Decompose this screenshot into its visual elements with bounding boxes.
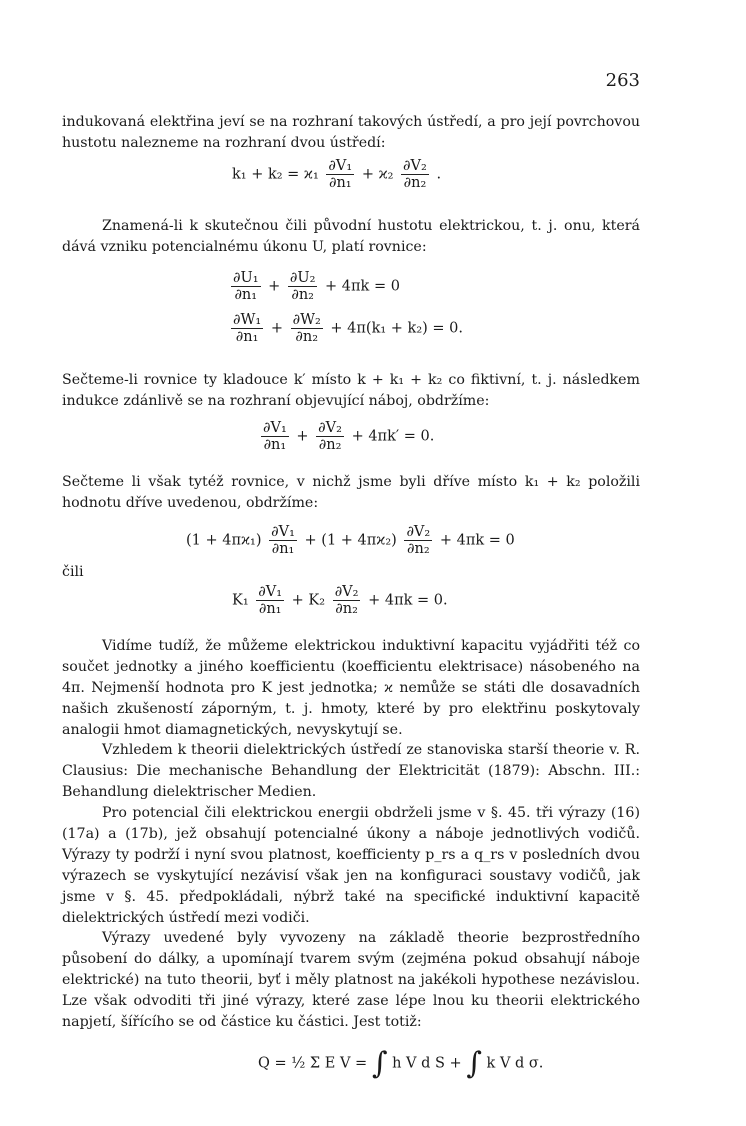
equation-6 [258,1046,543,1081]
equation-5 [232,584,448,617]
eq4-frac-1: $\frac{\text{∂V₁}}{\text{∂n₁}}$ [271,524,295,557]
eq2a-rest: + 4πk = 0 [325,278,400,295]
paragraph-1: indukovaná elektřina jeví se na rozhraní takových ústředí, a pro její povrchovou hustotu nalezneme na rozhraní dvou ústředí: [62,114,640,151]
paragraph-2: Znamená-li k skutečnou čili původní hustotu elektrickou, t. j. onu, která dává vzniku potencialnému úkonu U, platí rovnice: [62,218,640,255]
eq5-pre2: + K₂ [291,592,326,609]
equation-3: $\frac{\text{∂V₁}}{\text{∂n₁}}$ + $\frac{\text{∂V₂}}{\text{∂n₂}}$ + 4πk′ = 0. [263,420,435,453]
eq1-mid: + ϰ₂ [361,166,394,183]
eq1-lhs: k₁ + k₂ = ϰ₁ [232,166,319,183]
cili-label: čili [62,564,84,580]
paragraph-3: Sečteme-li rovnice ty kladouce k′ místo k + k₁ + k₂ co fiktivní, t. j. následkem indukce zdánlivě se na rozhraní objevující náboj, obdržíme: [62,372,640,409]
eq3-frac-2: $\frac{\text{∂V₂}}{\text{∂n₂}}$ [318,420,342,453]
eq5-pre1: K₁ [232,592,249,609]
integral-sign-1: ∫ [371,1046,388,1081]
equation-2a: $\frac{\text{∂U₁}}{\text{∂n₁}}$ + $\frac{\text{∂U₂}}{\text{∂n₂}}$ + 4πk = 0 [233,270,400,303]
eq6-a: Q = ½ Σ E V = [258,1055,368,1072]
eq5-rest: + 4πk = 0. [368,592,448,609]
eq2b-frac-2: $\frac{\text{∂W₂}}{\text{∂n₂}}$ [292,312,321,345]
eq1-frac-1: $\frac{\text{∂V₁}}{\text{∂n₁}}$ [328,158,353,191]
equation-1 [232,158,441,191]
eq2b-frac-1: $\frac{\text{∂W₁}}{\text{∂n₁}}$ [233,312,262,345]
eq4-pre1: (1 + 4πϰ₁) [186,532,262,549]
eq5-frac-2: $\frac{\text{∂V₂}}{\text{∂n₂}}$ [334,584,359,617]
eq6-c: k V d σ. [486,1055,544,1072]
paragraph-7: Pro potencial čili elektrickou energii obdrželi jsme v §. 45. tři výrazy (16) (17a) a (17b), jež obsahují potencialné úkony a náboje jednotlivých vodičů. Výrazy ty podrží i nyní svou platnost, koefficienty p_rs a q_rs v posledních dvou výrazech se vyskytující nezávisí však jen na konfiguraci soustavy vodičů, jak jsme v §. 45. předpokládali, nýbrž také na specifické induktivní kapacitě dielektrických ústředí mezi vodiči. [62,805,640,926]
equation-2b: $\frac{\text{∂W₁}}{\text{∂n₁}}$ + $\frac{\text{∂W₂}}{\text{∂n₂}}$ + 4π(k₁ + k₂) = 0. [233,312,464,345]
paragraph-5: Vidíme tudíž, že můžeme elektrickou induktivní kapacitu vyjádřiti též co součet jednotky a jiného koefficientu (koefficientu elektrisace) násobeného na 4π. Nejmenší hodnota pro K jest jednotka; ϰ nemůže se státi dle dosavadních našich zkušeností záporným, t. j. hmoty, které by pro elektřinu poskytovaly analogii hmot diamagnetických, nevyskytují se. [62,638,640,738]
eq6-b: h V d S + [392,1055,462,1072]
equation-4 [186,524,515,557]
eq1-end: . [436,166,442,183]
page-number: 263 [605,70,640,91]
paragraph-6: Vzhledem k theorii dielektrických ústředí ze stanoviska starší theorie v. R. Clausius: Die mechanische Behandlung der Elektricität (1879): Abschn. III.: Behandlung dielektrischer Medien. [62,742,640,800]
eq4-pre2: + (1 + 4πϰ₂) [304,532,397,549]
eq4-rest: + 4πk = 0 [439,532,515,549]
eq4-frac-2: $\frac{\text{∂V₂}}{\text{∂n₂}}$ [406,524,431,557]
paragraph-4: Sečteme li však tytéž rovnice, v nichž jsme byli dříve místo k₁ + k₂ položili hodnotu dříve uvedenou, obdržíme: [62,474,640,511]
paragraph-8: Výrazy uvedené byly vyvozeny na základě theorie bezprostředního působení do dálky, a upomínají tvarem svým (zejména pokud obsahují náboje elektrické) na tuto theorii, byť i měly platnost na jakékoli hypothese nezávislou. Lze však odvoditi tři jiné výrazy, které zase lépe lnou ku theorii elektrického napjetí, šířícího se od částice ku částici. Jest totiž: [62,930,640,1030]
eq3-frac-1: $\frac{\text{∂V₁}}{\text{∂n₁}}$ [263,420,287,453]
eq2a-frac-2: $\frac{\text{∂U₂}}{\text{∂n₂}}$ [289,270,316,303]
eq3-rest: + 4πk′ = 0. [351,428,435,445]
eq1-frac-2: $\frac{\text{∂V₂}}{\text{∂n₂}}$ [403,158,427,191]
integral-sign-2: ∫ [466,1046,482,1081]
eq2b-rest: + 4π(k₁ + k₂) = 0. [330,320,464,337]
eq5-frac-1: $\frac{\text{∂V₁}}{\text{∂n₁}}$ [258,584,283,617]
eq2a-frac-1: $\frac{\text{∂U₁}}{\text{∂n₁}}$ [233,270,259,303]
